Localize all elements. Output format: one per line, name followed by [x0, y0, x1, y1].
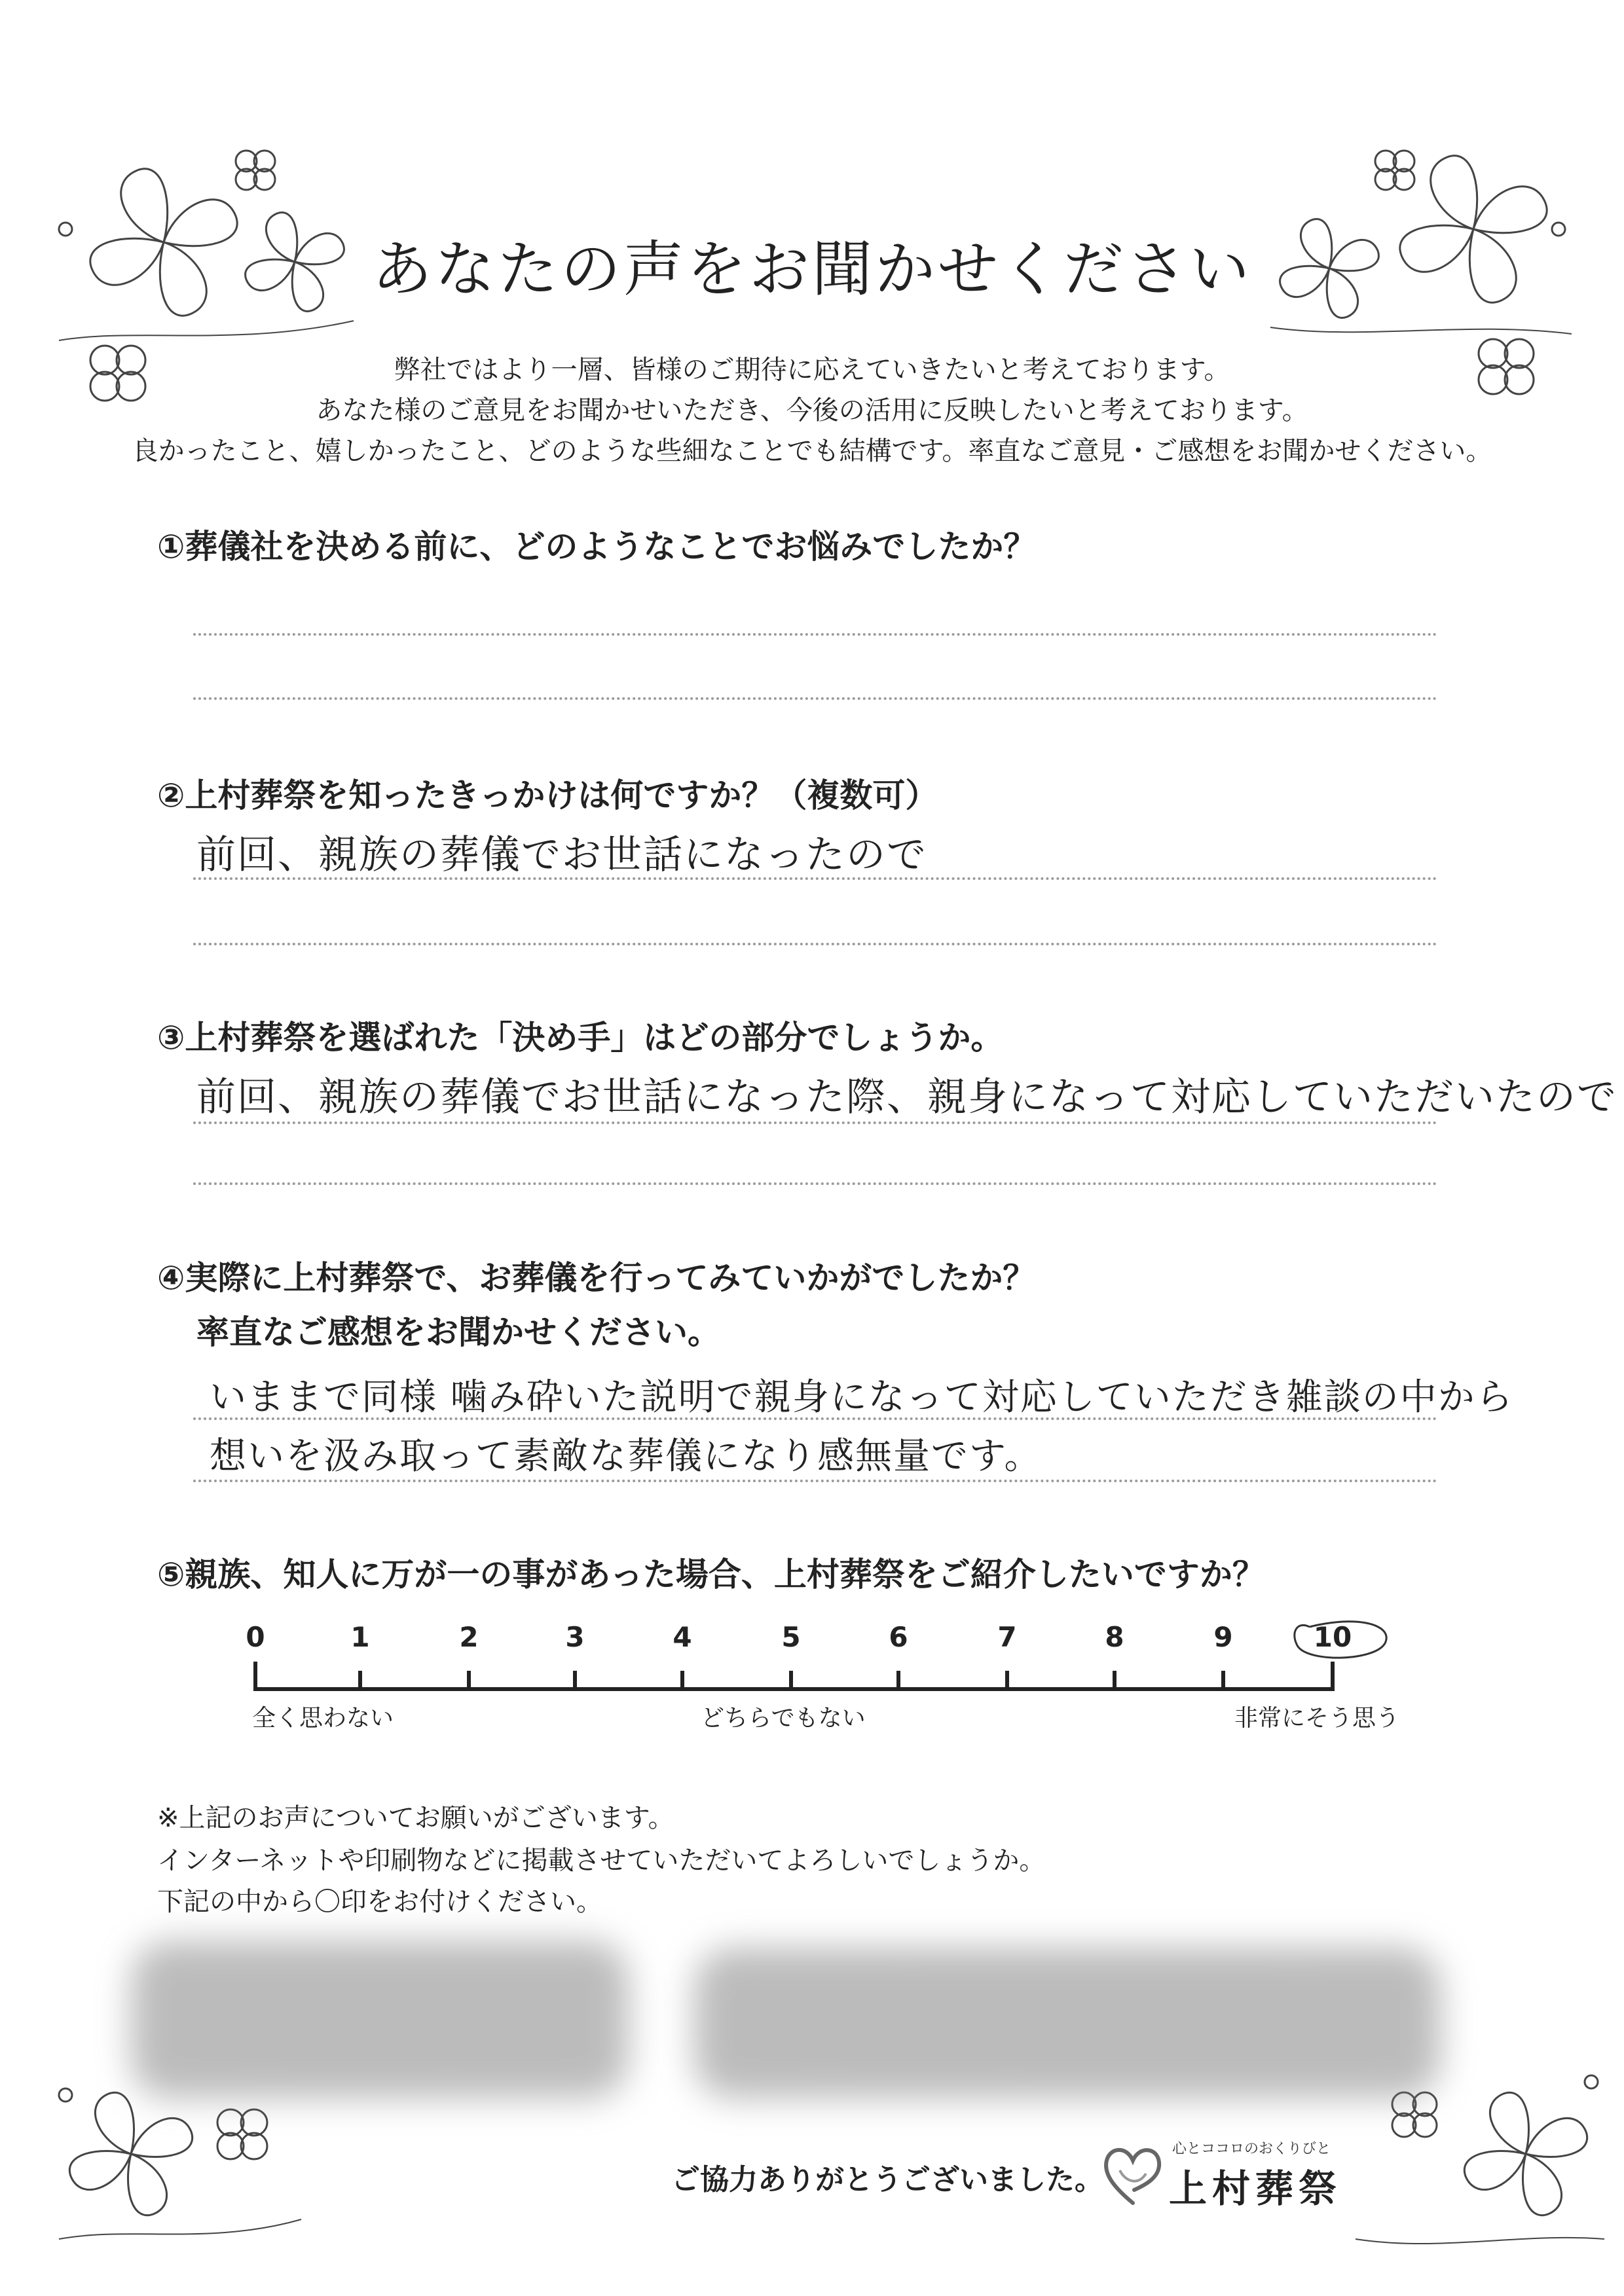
question-1: ①葬儀社を決める前に、どのようなことでお悩みでしたか？	[157, 528, 1037, 566]
scale-tick-5[interactable]: 5	[781, 1621, 801, 1653]
answer-line	[193, 697, 1437, 700]
answer-line	[193, 943, 1437, 945]
answer-line	[193, 1480, 1437, 1482]
question-4: ④実際に上村葬祭で、お葬儀を行ってみていかがでしたか？	[157, 1259, 1036, 1297]
scale-tick-10[interactable]: 10	[1313, 1621, 1352, 1653]
answer-2[interactable]: 前回、親族の葬儀でお世話になったので	[196, 832, 927, 878]
intro-line-2: あなた様のご意見をお聞かせいただき、今後の活用に反映したいと考えております。	[316, 395, 1308, 426]
answer-4-line-1[interactable]: いままで同様 噛み砕いた説明で親身になって対応していただき雑談の中から	[210, 1376, 1514, 1419]
redacted-area-left	[131, 1941, 629, 2098]
answer-line	[193, 1182, 1437, 1185]
scale-tick-4[interactable]: 4	[673, 1621, 692, 1653]
scale-label-low: 全く思わない	[252, 1705, 394, 1732]
scale-tick-9[interactable]: 9	[1213, 1621, 1233, 1653]
scale-label-mid: どちらでもない	[701, 1705, 866, 1732]
company-logo-name: 上村葬祭	[1169, 2166, 1342, 2211]
logo-tagline: 心とココロのおくりびと	[1172, 2141, 1331, 2157]
permission-note-1: ※上記のお声についてお願いがございます。	[157, 1803, 674, 1833]
answer-line	[193, 1417, 1437, 1420]
scale-tick-8[interactable]: 8	[1105, 1621, 1124, 1653]
redacted-area-right	[694, 1948, 1441, 2098]
answer-4-line-2[interactable]: 想いを汲み取って素敵な葬儀になり感無量です。	[210, 1435, 1043, 1478]
scale-tick-1[interactable]: 1	[350, 1621, 370, 1653]
heart-logo-icon	[1100, 2138, 1166, 2210]
scale-tick-3[interactable]: 3	[565, 1621, 585, 1653]
scale-label-high: 非常にそう思う	[1234, 1705, 1400, 1732]
rating-scale-line	[242, 1656, 1349, 1696]
question-4-subtext: 率直なご感想をお聞かせください。	[196, 1313, 720, 1351]
selected-rating-circle	[1283, 1607, 1395, 1673]
answer-3[interactable]: 前回、親族の葬儀でお世話になった際、親身になって対応していただいたので	[196, 1074, 1617, 1120]
question-5: ⑤親族、知人に万が一の事があった場合、上村葬祭をご紹介したいですか？	[157, 1556, 1265, 1594]
question-3: ③上村葬祭を選ばれた「決め手」はどの部分でしょうか。	[157, 1019, 1004, 1057]
scale-tick-7[interactable]: 7	[997, 1621, 1017, 1653]
thanks-message: ご協力ありがとうございました。	[671, 2163, 1103, 2196]
answer-line	[193, 877, 1437, 880]
scale-tick-0[interactable]: 0	[246, 1621, 265, 1653]
question-2: ②上村葬祭を知ったきっかけは何ですか？（複数可）	[157, 776, 938, 814]
permission-note-2: インターネットや印刷物などに掲載させていただいてよろしいでしょうか。	[157, 1846, 1046, 1876]
scale-tick-6[interactable]: 6	[889, 1621, 908, 1653]
intro-line-3: 良かったこと、嬉しかったこと、どのような些細なことでも結構です。率直なご意見・ご感想をお聞かせください。	[132, 436, 1492, 466]
answer-line	[193, 633, 1437, 636]
permission-note-3: 下記の中から〇印をお付けください。	[157, 1887, 602, 1917]
intro-line-1: 弊社ではより一層、皆様のご期待に応えていきたいと考えております。	[394, 355, 1230, 385]
answer-line	[193, 1121, 1437, 1124]
scale-tick-2[interactable]: 2	[459, 1621, 479, 1653]
page-title: あなたの声をお聞かせください	[371, 234, 1252, 304]
